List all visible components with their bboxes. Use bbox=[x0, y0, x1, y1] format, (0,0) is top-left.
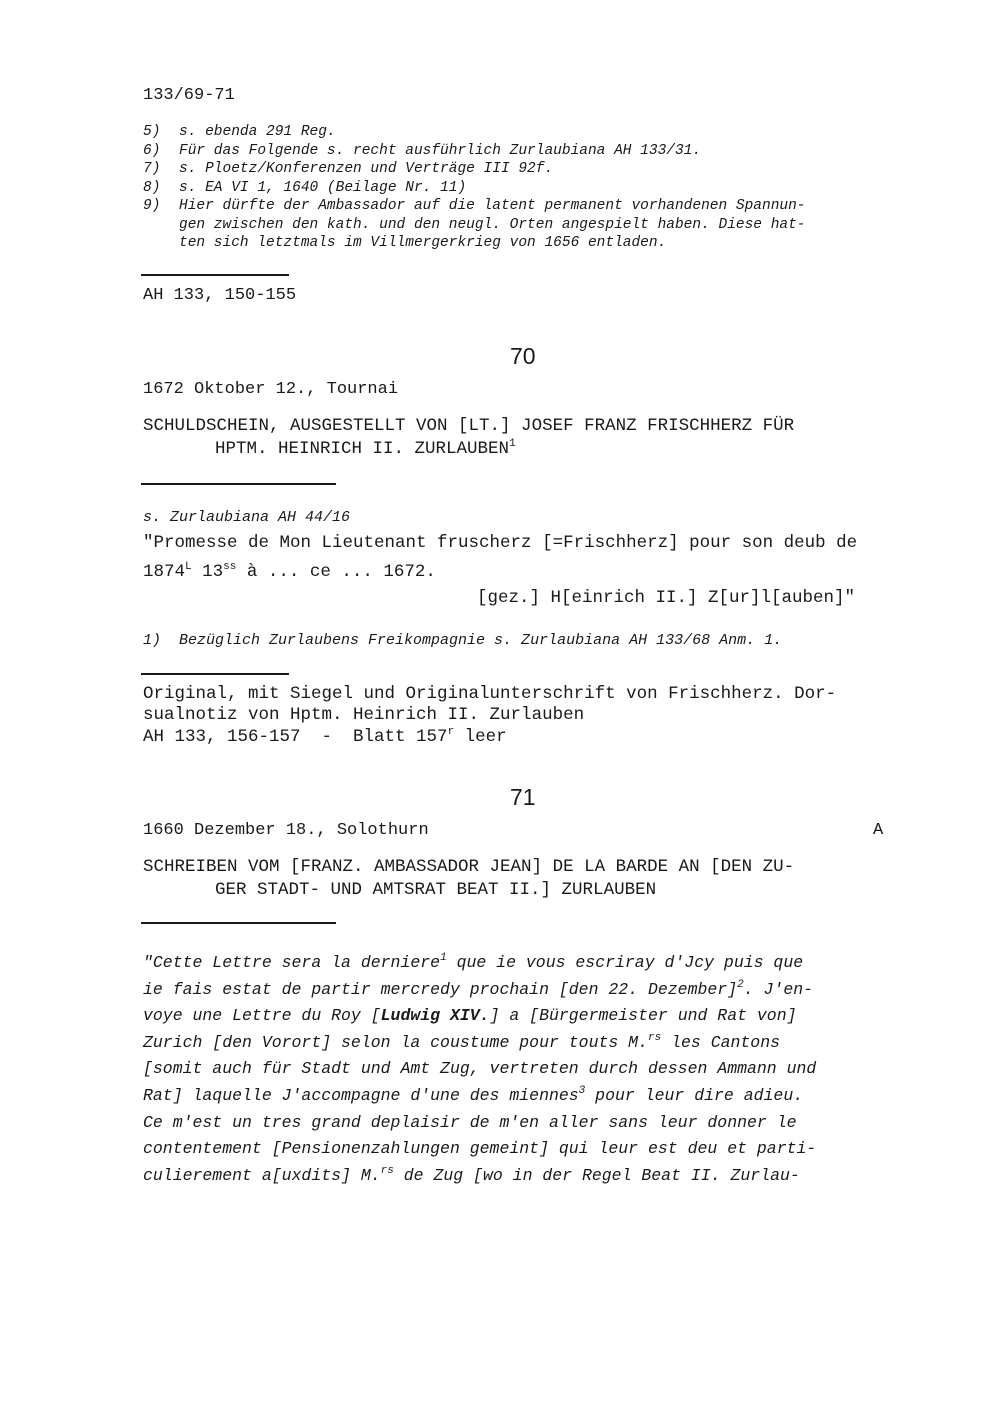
footnote-text: ten sich letztmals im Villmergerkrieg von 1656 entladen. bbox=[179, 235, 667, 251]
footnote-number: 6) bbox=[143, 142, 161, 159]
letter-line: Ce m'est un tres grand deplaisir de m'en aller sans leur donner le bbox=[143, 1112, 797, 1132]
footnote-marker: 2 bbox=[737, 978, 744, 991]
archival-note-line: Original, mit Siegel und Originalunterschrift von Frischherz. Dor- bbox=[143, 684, 837, 704]
archival-note-line bbox=[143, 727, 507, 747]
document-title-line: SCHREIBEN VOM [FRANZ. AMBASSADOR JEAN] DE LA BARDE AN [DEN ZU- bbox=[143, 857, 795, 877]
letter-line: [somit auch für Stadt und Amt Zug, vertreten durch dessen Ammann und bbox=[143, 1059, 817, 1079]
document-title-line: GER STADT- UND AMTSRAT BEAT II.] ZURLAUBEN bbox=[215, 880, 657, 900]
date-place: 1672 Oktober 12., Tournai bbox=[143, 380, 399, 399]
source-note: s. Zurlaubiana AH 44/16 bbox=[143, 509, 351, 526]
letter-line: culierement a[uxdits] M.$^{rs}$ de Zug [wo in der Regel Beat II. Zurlau- bbox=[143, 1164, 800, 1185]
document-number: 71 bbox=[510, 784, 536, 810]
divider-rule bbox=[141, 673, 289, 675]
footnotes-top bbox=[143, 123, 913, 253]
letter-line: contentement [Pensionenzahlungen gemeint] qui leur est deu et parti- bbox=[143, 1139, 817, 1159]
folio-marker: r bbox=[447, 726, 455, 738]
footnote-item bbox=[143, 197, 913, 216]
footnote-number: 5) bbox=[143, 124, 161, 140]
abbreviation-marker: rs bbox=[647, 1031, 662, 1044]
emphasized-name: Ludwig XIV. bbox=[380, 1006, 490, 1026]
footnote-item bbox=[143, 179, 913, 198]
document-title-line bbox=[215, 439, 516, 459]
footnote-marker: 1 bbox=[440, 952, 447, 964]
letter-line: ie fais estat de partir mercredy prochain [den 22. Dezember]$^2$. J'en- bbox=[143, 978, 814, 999]
footnote-number: 9) bbox=[143, 198, 161, 214]
footnote-number: 7) bbox=[143, 161, 161, 177]
footnote-item bbox=[143, 123, 913, 142]
divider-rule bbox=[141, 922, 336, 924]
transcription-text: à ... ce ... 1672. bbox=[236, 562, 436, 582]
currency-marker: ss bbox=[223, 561, 237, 573]
footnote-text: s. ebenda 291 Reg. bbox=[179, 124, 336, 140]
amount-value: 1874 bbox=[143, 562, 186, 582]
abbreviation-marker: rs bbox=[380, 1164, 394, 1177]
footnote-text: s. Ploetz/Konferenzen und Verträge III 92f. bbox=[179, 161, 554, 177]
page-reference: 133/69-71 bbox=[143, 86, 235, 105]
footnote-item-continued bbox=[143, 234, 913, 253]
date-place: 1660 Dezember 18., Solothurn bbox=[143, 821, 429, 840]
document-title-line: SCHULDSCHEIN, AUSGESTELLT VON [LT.] JOSEF FRANZ FRISCHHERZ FÜR bbox=[143, 416, 795, 436]
amount-value: 13 bbox=[191, 562, 224, 582]
archival-note-text: leer bbox=[454, 727, 507, 747]
letter-line: Rat] laquelle J'accompagne d'une des miennes$^3$ pour leur dire adieu. bbox=[143, 1084, 804, 1105]
archival-note-text: AH 133, 156-157 - Blatt 157 bbox=[143, 727, 448, 747]
divider-rule bbox=[141, 483, 336, 485]
signature-line: [gez.] H[einrich II.] Z[ur]l[auben]" bbox=[477, 588, 856, 608]
footnote-marker: 3 bbox=[578, 1084, 586, 1097]
divider-rule bbox=[141, 274, 289, 276]
letter-line: Zurich [den Vorort] selon la coustume pour touts M.$^{rs}$ les Cantons bbox=[143, 1031, 781, 1052]
footnote-text: s. EA VI 1, 1640 (Beilage Nr. 11) bbox=[179, 179, 467, 196]
letter-transcription bbox=[143, 950, 923, 1189]
footnote-text: gen zwischen den kath. und den neugl. Orten angespielt haben. Diese hat- bbox=[179, 216, 806, 233]
archival-note-line: sualnotiz von Hptm. Heinrich II. Zurlauben bbox=[143, 705, 585, 725]
footnote-text: Für das Folgende s. recht ausführlich Zurlaubiana AH 133/31. bbox=[179, 142, 702, 159]
currency-marker: L bbox=[185, 561, 192, 573]
footnote-item bbox=[143, 160, 913, 179]
footnote-item-continued bbox=[143, 216, 913, 235]
footnote-text: 1) Bezüglich Zurlaubens Freikompagnie s. Zurlaubiana AH 133/68 Anm. 1. bbox=[143, 632, 783, 649]
document-number: 70 bbox=[510, 343, 536, 369]
document-title-text: HPTM. HEINRICH II. ZURLAUBEN bbox=[215, 439, 510, 459]
archive-reference: AH 133, 150-155 bbox=[143, 286, 297, 305]
letter-line: "Cette Lettre sera la derniere$^1$ que ie vous escriray d'Jcy puis que bbox=[143, 952, 804, 972]
footnote-marker: 1 bbox=[509, 438, 516, 450]
transcription-line: "Promesse de Mon Lieutenant fruscherz [=Frischherz] pour son deub de bbox=[143, 533, 858, 553]
footnote-text: Hier dürfte der Ambassador auf die latent permanent vorhandenen Spannun- bbox=[179, 198, 806, 214]
letter-line: voye une Lettre du Roy [Ludwig XIV.] a [Bürgermeister und Rat von] bbox=[143, 1006, 797, 1026]
footnote-number: 8) bbox=[143, 179, 161, 196]
footnote-item bbox=[143, 142, 913, 161]
transcription-line bbox=[143, 562, 436, 582]
version-marker: A bbox=[873, 821, 884, 840]
